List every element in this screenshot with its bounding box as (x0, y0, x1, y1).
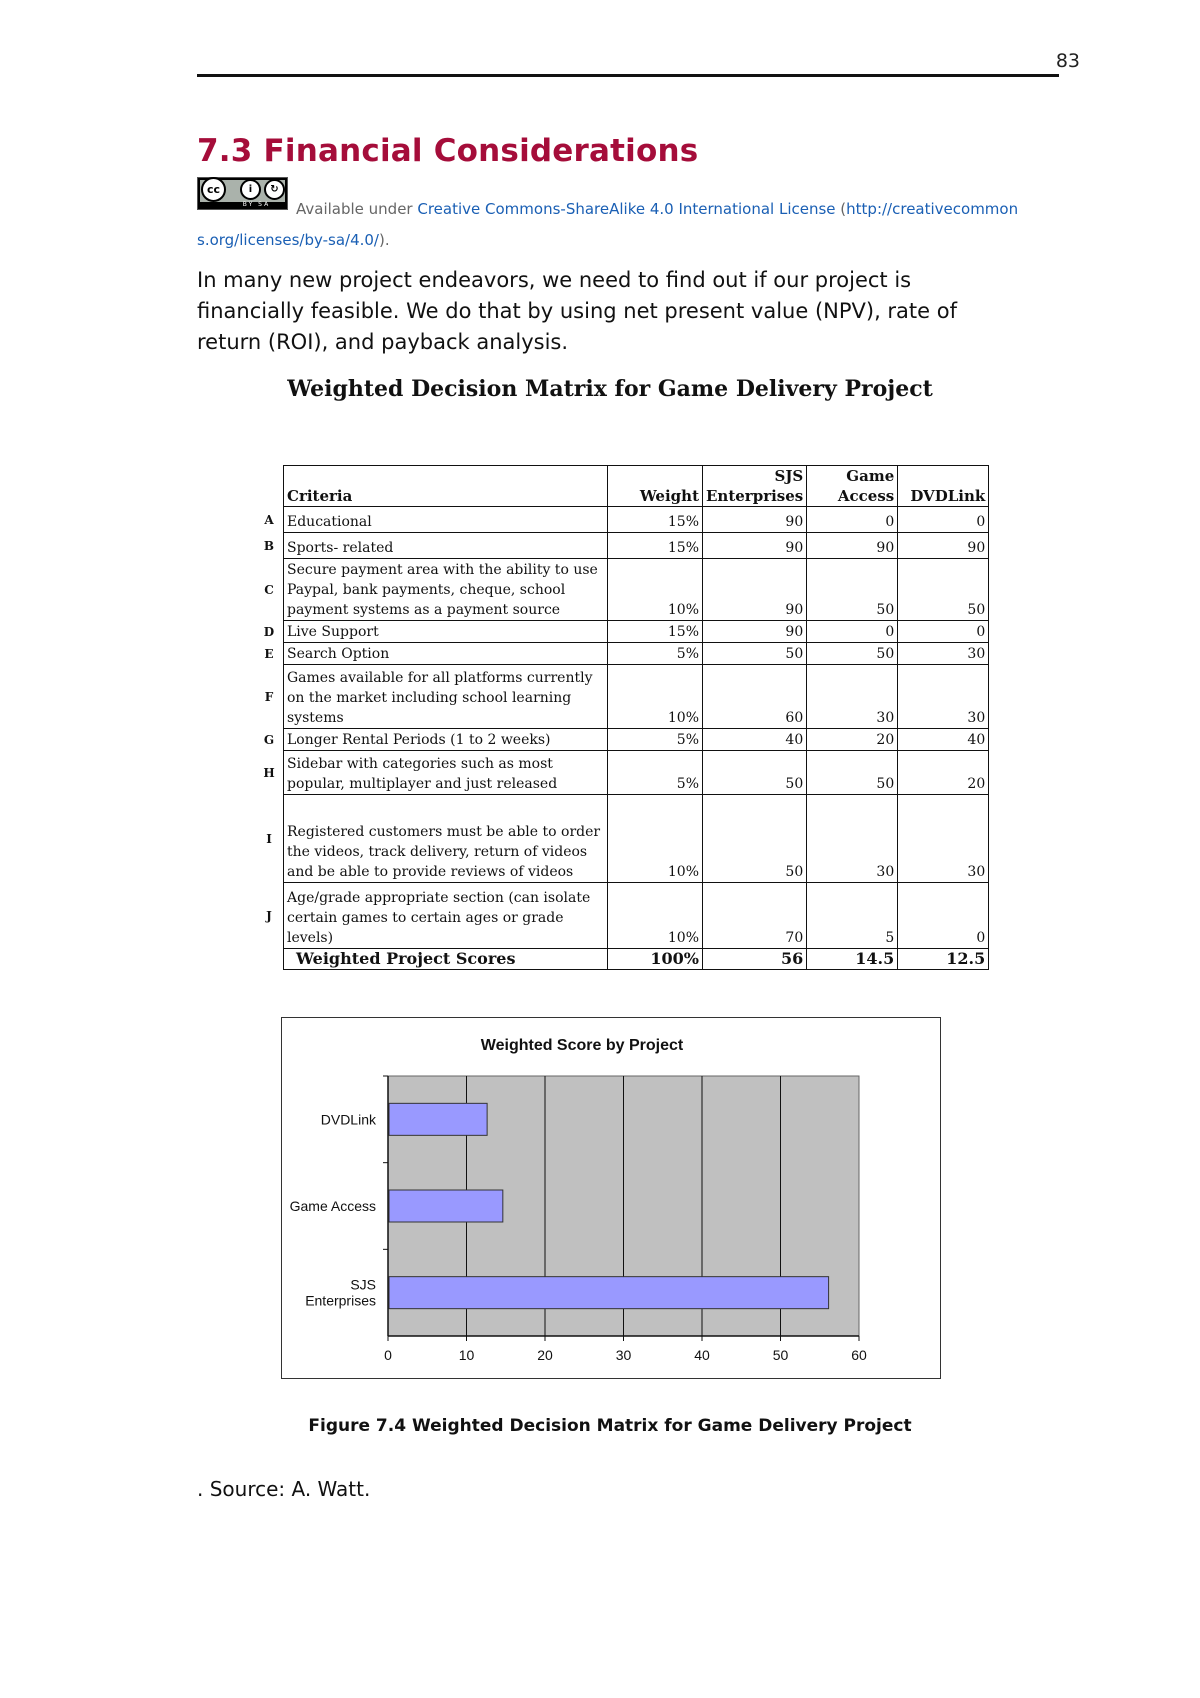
row-criteria: Search Option (284, 643, 608, 665)
category-label: Enterprises (305, 1292, 376, 1309)
row-game-access-score: 20 (807, 729, 898, 751)
license-close: ). (379, 231, 390, 249)
total-game-access-score: 14.5 (807, 949, 898, 970)
row-game-access-score: 30 (807, 665, 898, 729)
row-criteria: Longer Rental Periods (1 to 2 weeks) (284, 729, 608, 751)
bar-sjs-enterprises (389, 1277, 829, 1309)
x-tick-label: 60 (851, 1347, 867, 1363)
total-dvdlink-score: 12.5 (898, 949, 989, 970)
license-prefix: Available under (296, 200, 418, 218)
row-letter: E (264, 646, 274, 661)
row-weight: 15% (608, 507, 703, 533)
row-game-access-score: 50 (807, 751, 898, 795)
attribution-icon: i (240, 179, 261, 200)
section-heading: 7.3 Financial Considerations (197, 133, 699, 169)
x-tick-label: 30 (615, 1347, 632, 1363)
row-sjs-score: 90 (703, 507, 807, 533)
matrix-row (255, 729, 989, 751)
row-weight: 5% (608, 751, 703, 795)
row-letter: D (263, 624, 275, 639)
row-letter: I (266, 831, 272, 846)
row-letter: A (264, 512, 274, 527)
category-label: Game Access (289, 1198, 376, 1214)
row-dvdlink-score: 0 (898, 621, 989, 643)
row-criteria: Games available for all platforms currently on the market including school learning systems (284, 665, 608, 729)
row-letter: G (263, 732, 275, 747)
row-dvdlink-score: 0 (898, 507, 989, 533)
chart-title: Weighted Score by Project (480, 1037, 684, 1054)
row-weight: 5% (608, 643, 703, 665)
row-sjs-score: 50 (703, 751, 807, 795)
total-label: Weighted Project Scores (284, 949, 608, 970)
figure-caption: Figure 7.4 Weighted Decision Matrix for Game Delivery Project (308, 1416, 912, 1436)
x-tick-label: 40 (694, 1347, 710, 1363)
row-criteria: Sidebar with categories such as most popular, multiplayer and just released (284, 751, 608, 795)
license-attribution (197, 194, 1077, 256)
row-letter: H (263, 765, 275, 780)
row-dvdlink-score: 40 (898, 729, 989, 751)
matrix-row (255, 665, 989, 729)
row-criteria: Live Support (284, 621, 608, 643)
license-url-link-part1[interactable]: http://creativecommon (846, 200, 1019, 218)
row-sjs-score: 70 (703, 883, 807, 949)
figure-source: . Source: A. Watt. (197, 1477, 371, 1501)
matrix-row (255, 751, 989, 795)
row-letter: J (266, 908, 272, 923)
row-letter: B (263, 538, 275, 553)
matrix-total-row (255, 949, 989, 970)
row-weight: 10% (608, 665, 703, 729)
row-criteria: Secure payment area with the ability to use Paypal, bank payments, cheque, school payment systems as a payment source (284, 559, 608, 621)
row-dvdlink-score: 0 (898, 883, 989, 949)
x-tick-label: 0 (384, 1347, 392, 1363)
bar-dvdlink (389, 1103, 487, 1135)
row-weight: 5% (608, 729, 703, 751)
header-rule (197, 74, 1059, 77)
license-url-link-part2[interactable]: s.org/licenses/by-sa/4.0/ (197, 231, 379, 249)
x-tick-label: 50 (772, 1347, 789, 1363)
row-dvdlink-score: 30 (898, 795, 989, 883)
matrix-row (255, 559, 989, 621)
row-dvdlink-score: 20 (898, 751, 989, 795)
total-weight: 100% (608, 949, 703, 970)
matrix-row (255, 621, 989, 643)
row-weight: 15% (608, 533, 703, 559)
chart-svg (282, 1018, 939, 1377)
matrix-title: Weighted Decision Matrix for Game Delivery Project (287, 376, 933, 402)
row-dvdlink-score: 50 (898, 559, 989, 621)
row-weight: 10% (608, 883, 703, 949)
header-sjs-enterprises: SJS Enterprises (703, 466, 807, 507)
row-weight: 10% (608, 795, 703, 883)
chart-plot-area (290, 1076, 867, 1363)
header-criteria: Criteria (284, 466, 608, 507)
row-letter: C (264, 582, 274, 597)
row-sjs-score: 50 (703, 795, 807, 883)
row-sjs-score: 90 (703, 533, 807, 559)
page-number: 83 (1055, 50, 1080, 72)
row-dvdlink-score: 30 (898, 665, 989, 729)
x-tick-label: 10 (458, 1347, 475, 1363)
intro-paragraph: In many new project endeavors, we need to find out if our project is financially feasible. We do that by using net present value (NPV), rate of return (ROI), and payback analysis. (197, 268, 957, 354)
weighted-score-chart (281, 1017, 941, 1379)
matrix-row (255, 533, 989, 559)
matrix-row (255, 795, 989, 883)
row-game-access-score: 90 (807, 533, 898, 559)
category-label: DVDLink (320, 1111, 376, 1128)
license-open-paren: ( (835, 200, 847, 218)
matrix-row (255, 507, 989, 533)
row-criteria: Age/grade appropriate section (can isolate certain games to certain ages or grade levels) (284, 883, 608, 949)
x-tick-label: 20 (537, 1347, 553, 1363)
weighted-decision-matrix (255, 465, 989, 970)
matrix-row (255, 883, 989, 949)
row-game-access-score: 50 (807, 559, 898, 621)
category-label: SJS (350, 1276, 376, 1293)
row-game-access-score: 5 (807, 883, 898, 949)
header-game-access: Game Access (807, 466, 898, 507)
row-game-access-score: 0 (807, 621, 898, 643)
row-sjs-score: 60 (703, 665, 807, 729)
row-sjs-score: 40 (703, 729, 807, 751)
row-criteria: Sports- related (284, 533, 608, 559)
row-game-access-score: 30 (807, 795, 898, 883)
row-sjs-score: 90 (703, 559, 807, 621)
header-weight: Weight (608, 466, 703, 507)
row-weight: 15% (608, 621, 703, 643)
row-sjs-score: 50 (703, 643, 807, 665)
header-dvdlink: DVDLink (898, 466, 989, 507)
license-name-link[interactable]: Creative Commons-ShareAlike 4.0 International License (417, 200, 836, 218)
matrix-header-row (255, 466, 989, 507)
row-game-access-score: 0 (807, 507, 898, 533)
row-game-access-score: 50 (807, 643, 898, 665)
total-sjs-score: 56 (703, 949, 807, 970)
cc-icon: cc (201, 177, 226, 202)
row-sjs-score: 90 (703, 621, 807, 643)
badge-label: BY SA (242, 201, 271, 208)
row-letter: F (264, 689, 274, 704)
row-criteria: Educational (284, 507, 608, 533)
row-dvdlink-score: 30 (898, 643, 989, 665)
matrix-row (255, 643, 989, 665)
matrix-body (255, 507, 989, 949)
row-weight: 10% (608, 559, 703, 621)
share-alike-icon: ↻ (264, 179, 285, 200)
row-dvdlink-score: 90 (898, 533, 989, 559)
row-criteria: Registered customers must be able to order the videos, track delivery, return of videos and be able to provide reviews of videos (284, 795, 608, 883)
bar-game-access (389, 1190, 503, 1222)
